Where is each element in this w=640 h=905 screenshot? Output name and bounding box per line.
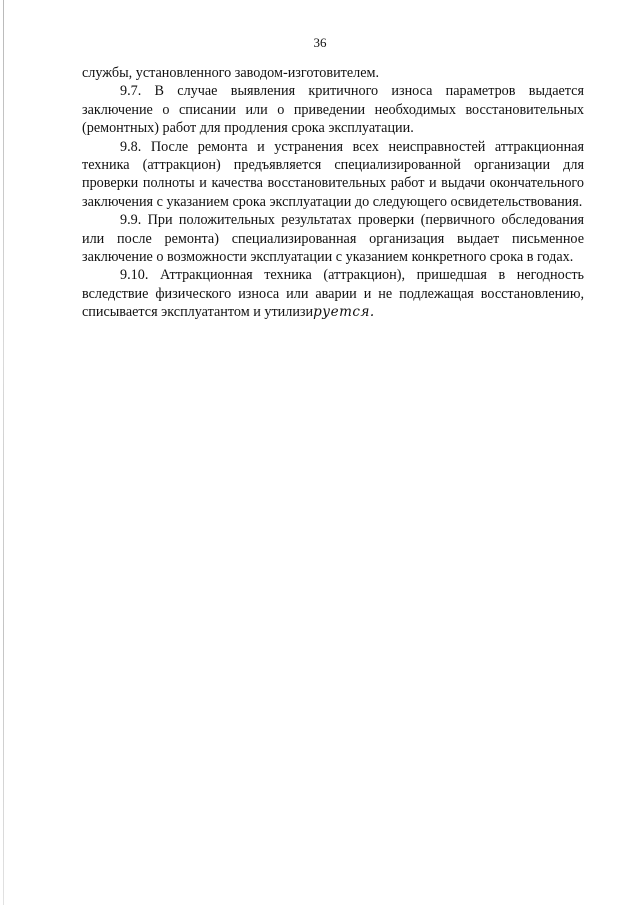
paragraph-9-10-text: 9.10. Аттракционная техника (аттракцион), пришедшая в негодность вследствие физического износа или аварии и не подлежащая восстановлению, списывается эксплуатантом и утилизи [82, 267, 584, 321]
paragraph-9-10 [82, 266, 584, 321]
paragraph-9-7: 9.7. В случае выявления критичного износа параметров выдается заключение о списании или о приведении необходимых восстановительных (ремонтных) работ для продления срока эксплуатации. [82, 83, 584, 137]
paragraph-continuation: службы, установленного заводом-изготовителем. [82, 65, 380, 81]
handwritten-correction: руется. [313, 304, 375, 321]
paragraph-9-9: 9.9. При положительных результатах проверки (первичного обследования или после ремонта) специализированная организация выдает письменное заключение о возможности эксплуатации с указанием конкретного срока в годах. [82, 212, 584, 266]
document-body [82, 64, 584, 322]
scan-edge-line [3, 0, 4, 905]
page-number: 36 [313, 35, 327, 50]
paragraph-9-8: 9.8. После ремонта и устранения всех неисправностей аттракционная техника (аттракцион) предъявляется специализированной организации для проверки полноты и качества восстановительных работ и выдачи окончательного заключения с указанием срока эксплуатации до следующего освидетельствования. [82, 138, 584, 210]
